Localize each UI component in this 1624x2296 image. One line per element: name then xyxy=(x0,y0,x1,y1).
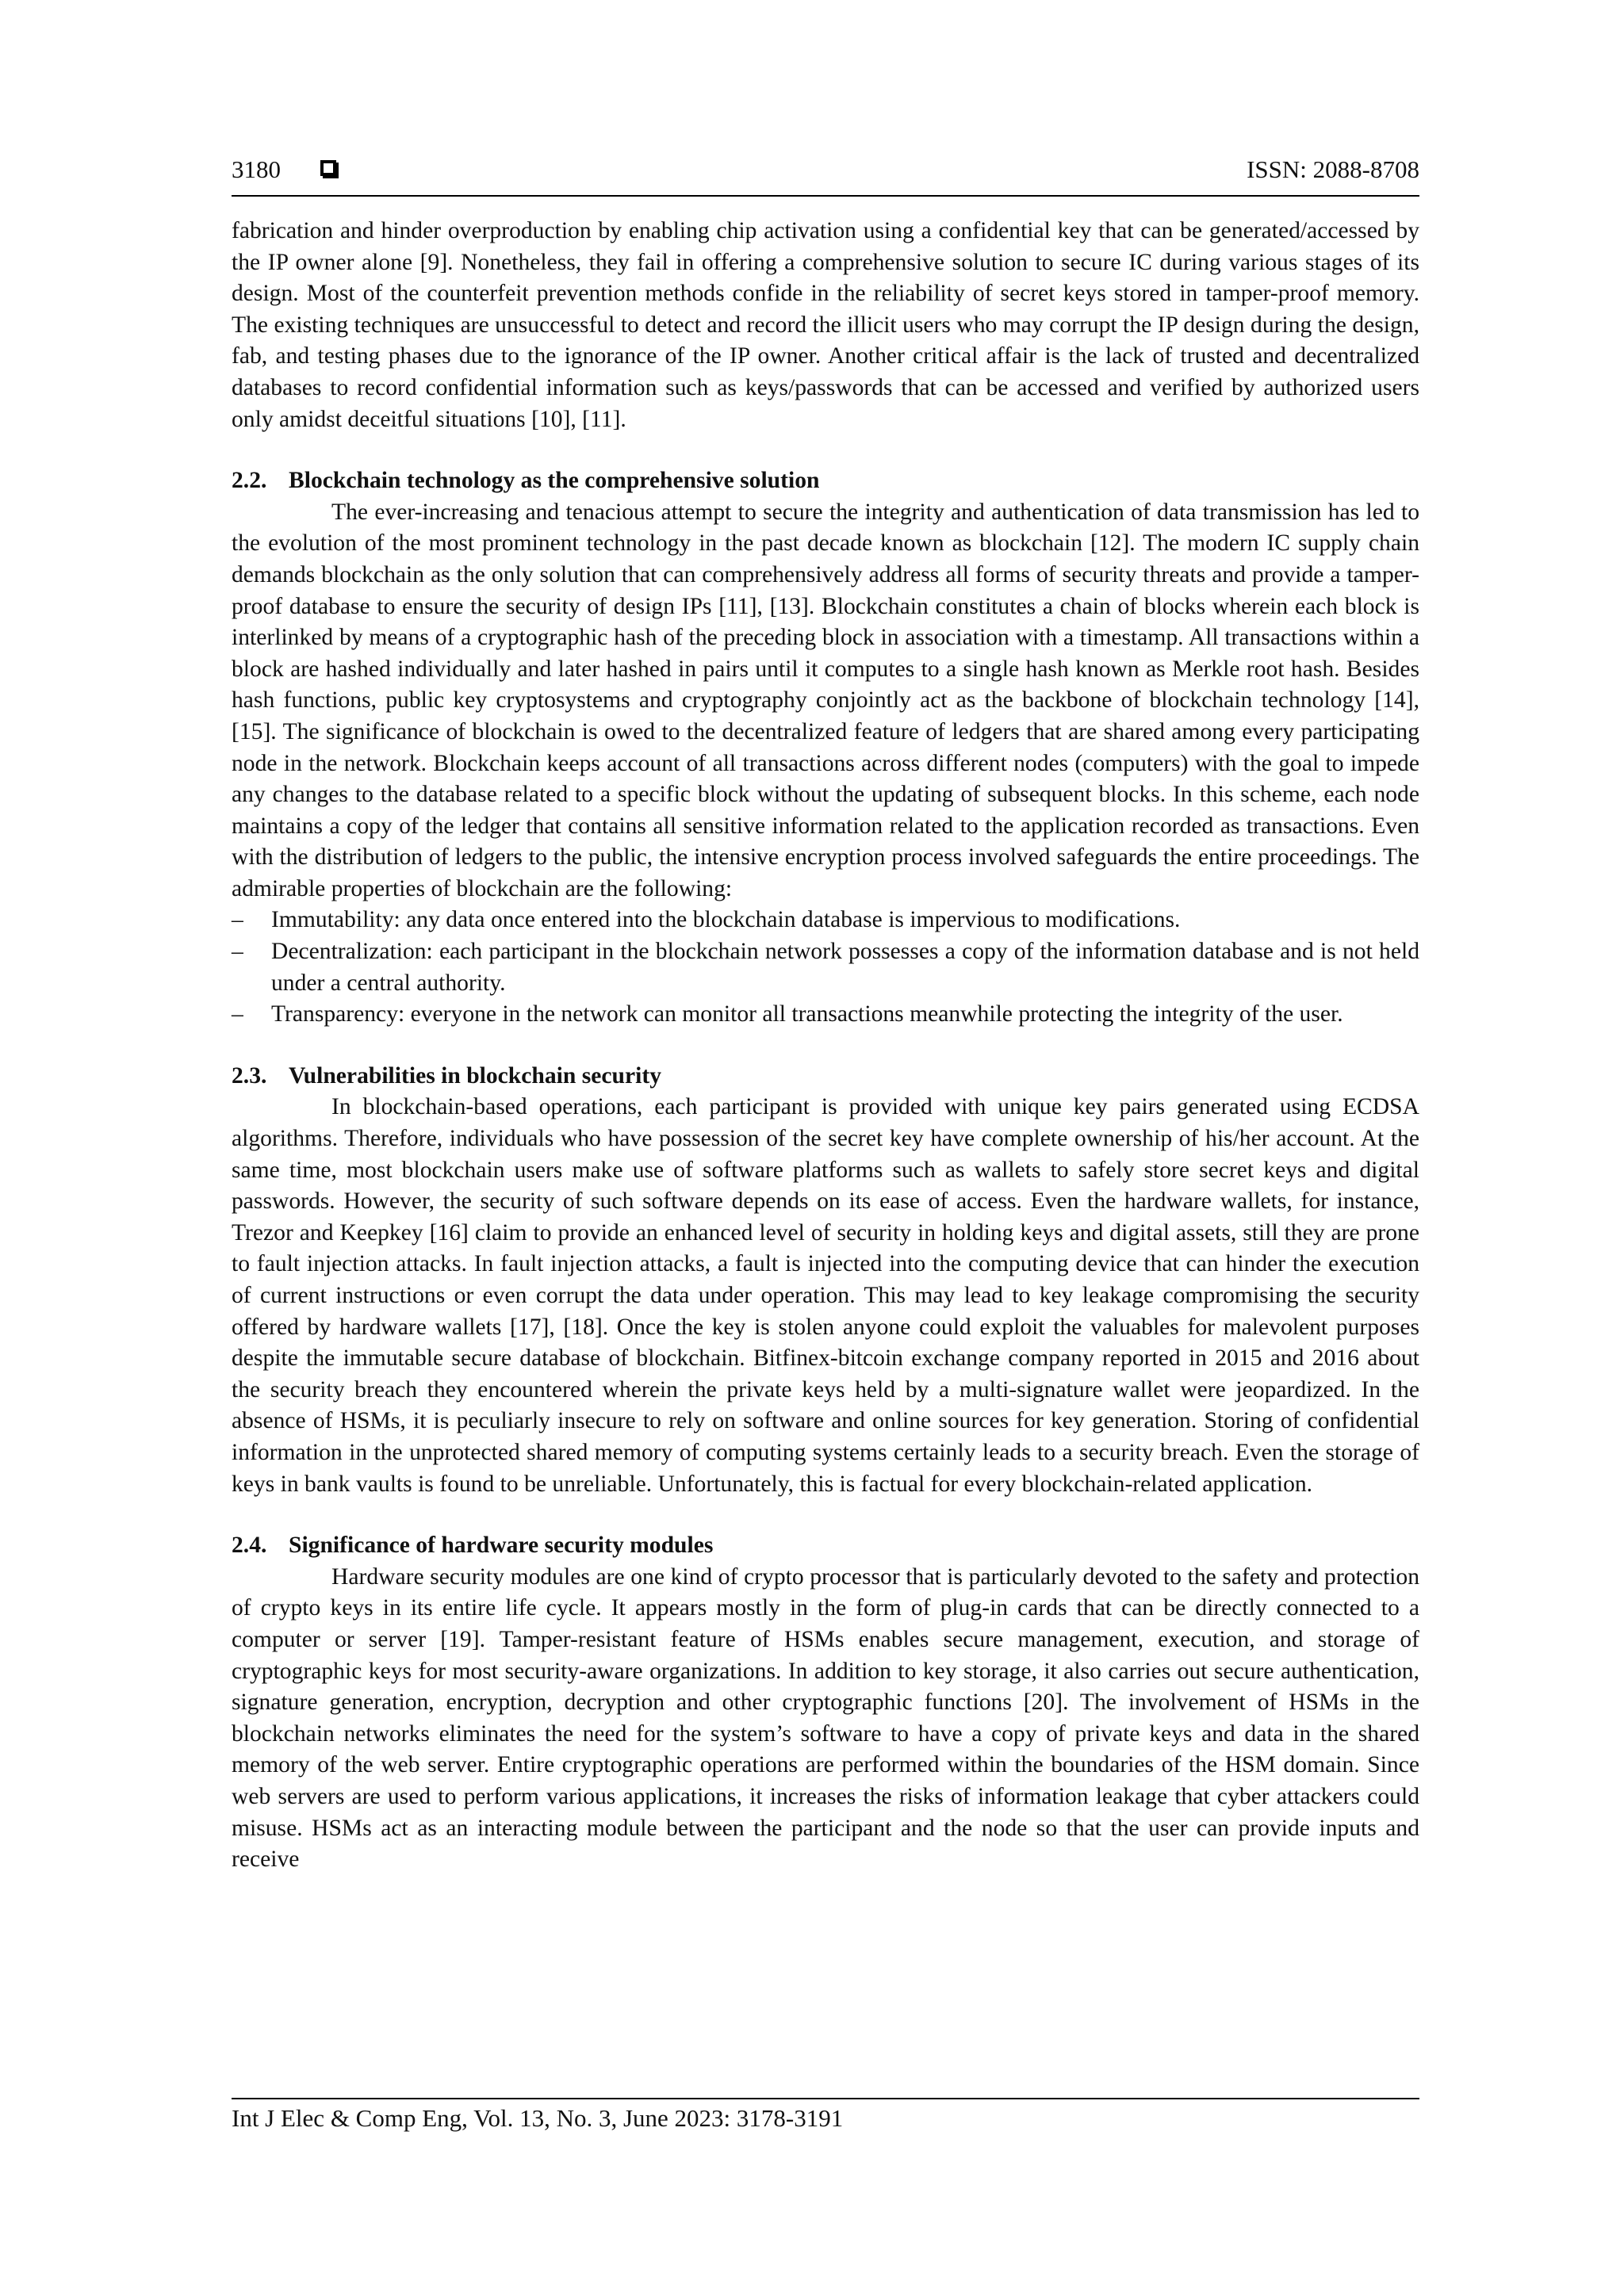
section-number: 2.3. xyxy=(232,1062,267,1089)
list-item: – Decentralization: each participant in the blockchain network possesses a copy of the information database and is not held under a central authority. xyxy=(232,936,1419,999)
running-footer xyxy=(232,2098,1419,2134)
section-heading-2-4 xyxy=(232,1530,1419,1562)
box-symbol-icon xyxy=(320,160,336,176)
intro-paragraph: fabrication and hinder overproduction by enabling chip activation using a confidential key that can be generated/accessed by the IP owner alone [9]. Nonetheless, they fail in offering a comprehensive solution to secure IC during various stages of its design. Most of the counterfeit prevention methods confide in the reliability of secret keys stored in tamper-proof memory. The existing techniques are unsuccessful to detect and record the illicit users who may corrupt the IP design during the design, fab, and testing phases due to the ignorance of the IP owner. Another critical affair is the lack of trusted and decentralized databases to record confidential information such as keys/passwords that can be accessed and verified by authorized users only amidst deceitful situations [10], [11]. xyxy=(232,218,1419,432)
property-list xyxy=(232,905,1419,1030)
section-paragraph: Hardware security modules are one kind of crypto processor that is particularly devoted to the safety and protection of crypto keys in its entire life cycle. It appears mostly in the form of plug-in cards that can be directly connected to a computer or server [19]. Tamper-resistant feature of HSMs enables secure management, execution, and storage of cryptographic keys for most security-aware organizations. In addition to key storage, it also carries out secure authentication, signature generation, encryption, decryption and other cryptographic functions [20]. The involvement of HSMs in the blockchain networks eliminates the need for the system’s software to have a copy of private keys and data in the shared memory of the web server. Entire cryptographic operations are performed within the boundaries of the HSM domain. Since web servers are used to perform various applications, it increases the risks of information leakage that cyber attackers could misuse. HSMs act as an interacting module between the participant and the node so that the user can provide inputs and receive xyxy=(232,1563,1419,1873)
section-heading-2-2 xyxy=(232,465,1419,497)
section-number: 2.4. xyxy=(232,1533,267,1559)
journal-citation: Int J Elec & Comp Eng, Vol. 13, No. 3, June 2023: 3178-3191 xyxy=(232,2104,844,2132)
section-title: Vulnerabilities in blockchain security xyxy=(289,1062,661,1089)
issn-label: ISSN: 2088-8708 xyxy=(1247,155,1419,183)
section-heading-2-3 xyxy=(232,1061,1419,1093)
section-number: 2.2. xyxy=(232,468,267,494)
list-item: – Immutability: any data once entered into the blockchain database is impervious to modifications. xyxy=(232,905,1419,936)
section-paragraph: The ever-increasing and tenacious attempt to secure the integrity and authentication of data transmission has led to the evolution of the most prominent technology in the past decade known as blockchain [12]. The modern IC supply chain demands blockchain as the only solution that can comprehensively address all forms of security threats and provide a tamper-proof database to ensure the security of design IPs [11], [13]. Blockchain constitutes a chain of blocks wherein each block is interlinked by means of a cryptographic hash of the preceding block in association with a timestamp. All transactions within a block are hashed individually and later hashed in pairs until it computes to a single hash known as Merkle root hash. Besides hash functions, public key cryptosystems and cryptography conjointly act as the backbone of blockchain technology [14], [15]. The significance of blockchain is owed to the decentralized feature of ledgers that are shared among every participating node in the network. Blockchain keeps account of all transactions across different nodes (computers) with the goal to impede any changes to the database related to a specific block without the updating of subsequent blocks. In this scheme, each node maintains a copy of the ledger that contains all sensitive information related to the application recorded as transactions. Even with the distribution of ledgers to the public, the intensive encryption process involved safeguards the entire proceedings. The admirable properties of blockchain are the following: xyxy=(232,499,1419,901)
running-header xyxy=(232,155,1419,197)
section-title: Blockchain technology as the comprehensive solution xyxy=(289,468,820,494)
list-item: – Transparency: everyone in the network can monitor all transactions meanwhile protecting the integrity of the user. xyxy=(232,999,1419,1031)
article-body xyxy=(232,216,1419,1876)
page-number: 3180 xyxy=(232,155,281,183)
section-title: Significance of hardware security modules xyxy=(289,1533,714,1559)
section-paragraph: In blockchain-based operations, each participant is provided with unique key pairs generated using ECDSA algorithms. Therefore, individuals who have possession of the secret key have complete ownership of his/her account. At the same time, most blockchain users make use of software platforms such as wallets to safely store secret keys and digital passwords. However, the security of such software depends on its ease of access. Even the hardware wallets, for instance, Trezor and Keepkey [16] claim to provide an enhanced level of security in holding keys and digital assets, still they are prone to fault injection attacks. In fault injection attacks, a fault is injected into the computing device that can hinder the execution of current instructions or even corrupt the data under operation. This may lead to key leakage compromising the security offered by hardware wallets [17], [18]. Once the key is stolen anyone could exploit the valuables for malevolent purposes despite the immutable secure database of blockchain. Bitfinex-bitcoin exchange company reported in 2015 and 2016 about the security breach they encountered wherein the private keys held by a multi-signature wallet were jeopardized. In the absence of HSMs, it is peculiarly insecure to rely on software and online sources for key generation. Storing of confidential information in the unprotected shared memory of computing systems certainly leads to a security breach. Even the storage of keys in bank vaults is found to be unreliable. Unfortunately, this is factual for every blockchain-related application. xyxy=(232,1094,1419,1497)
